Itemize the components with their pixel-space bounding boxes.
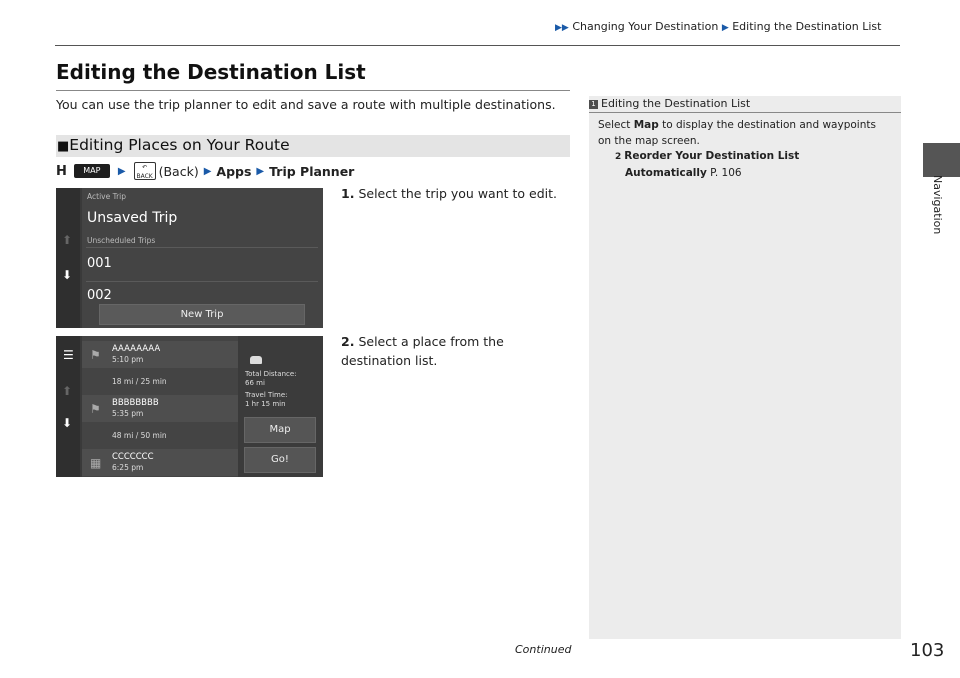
page-title: Editing the Destination List — [56, 60, 366, 84]
go-button[interactable]: Go! — [244, 447, 316, 473]
section-heading-text: Editing Places on Your Route — [69, 136, 290, 154]
cross-reference[interactable] — [615, 148, 799, 181]
destination-item[interactable] — [82, 395, 238, 422]
step-number: 1. — [341, 186, 355, 201]
row-divider — [86, 281, 318, 282]
reference-title: Reorder Your Destination List — [624, 150, 800, 162]
menu-path — [56, 162, 354, 180]
note-text: to display the destination and waypoints — [658, 119, 876, 131]
note-text: on the map screen. — [598, 135, 700, 147]
map-button-icon: MAP — [74, 164, 110, 178]
leg-info — [82, 423, 238, 450]
back-icon-text: BACK — [136, 173, 153, 180]
menu-icon[interactable]: ☰ — [63, 348, 74, 362]
triangle-icon: ▶▶ — [555, 23, 569, 33]
up-arrow-icon: ⬆ — [62, 233, 73, 247]
back-icon: ↶ BACK — [134, 162, 156, 180]
destination-list-screenshot — [56, 336, 323, 477]
car-icon — [250, 356, 262, 364]
map-keyword: Map — [633, 119, 659, 131]
note-box — [589, 96, 901, 639]
reference-title: Automatically — [625, 167, 707, 179]
trip-list — [82, 188, 323, 328]
breadcrumb-item[interactable]: Changing Your Destination — [572, 20, 719, 33]
square-icon: ■ — [57, 139, 70, 154]
down-arrow-icon: ⬇ — [62, 416, 73, 430]
destination-item[interactable] — [82, 449, 238, 476]
trip-item[interactable]: 001 — [87, 256, 112, 271]
map-button[interactable]: Map — [244, 417, 316, 443]
total-distance-label: Total Distance: — [245, 370, 297, 378]
note-body — [598, 117, 896, 149]
triangle-icon: ▶ — [203, 165, 212, 177]
step-text: Select the trip you want to edit. — [358, 186, 557, 201]
total-distance-value: 66 mi — [245, 379, 265, 387]
leg-distance-time: 18 mi / 25 min — [112, 377, 167, 386]
page-number: 103 — [910, 640, 945, 661]
trip-list-screenshot — [56, 188, 323, 328]
triangle-icon: ▶ — [721, 23, 729, 33]
back-label: (Back) — [158, 163, 199, 179]
scroll-rail — [56, 336, 80, 477]
chapter-label: Navigation — [931, 175, 944, 235]
chapter-tab — [923, 143, 960, 177]
checkered-flag-icon: ▦ — [90, 456, 102, 470]
row-divider — [86, 247, 318, 248]
destination-name: AAAAAAAA — [112, 344, 161, 354]
note-title-text: Editing the Destination List — [601, 97, 751, 110]
note-number-icon: 1 — [589, 100, 598, 109]
breadcrumb-item[interactable]: Editing the Destination List — [732, 20, 882, 33]
triangle-icon: ▶ — [256, 165, 265, 177]
note-divider — [589, 112, 901, 113]
apps-label: Apps — [216, 163, 252, 179]
step-number: 2. — [341, 334, 355, 349]
travel-time-label: Travel Time: — [245, 391, 288, 399]
step-text: Select a place from the destination list. — [341, 334, 504, 368]
arrival-time: 5:35 pm — [112, 409, 144, 418]
section-heading — [56, 135, 570, 157]
up-arrow-icon: ⬆ — [62, 384, 73, 398]
header-divider — [55, 45, 900, 46]
continued-label: Continued — [515, 643, 572, 656]
step-1 — [341, 184, 571, 203]
active-trip-item[interactable]: Unsaved Trip — [87, 210, 178, 226]
intro-text: You can use the trip planner to edit and save a route with multiple destinations. — [56, 97, 556, 112]
home-icon: H — [56, 163, 67, 179]
trip-summary-panel — [240, 336, 323, 477]
reference-icon: 2 — [615, 152, 622, 162]
scroll-rail — [56, 188, 80, 328]
title-divider — [56, 90, 570, 91]
down-arrow-icon: ⬇ — [62, 268, 73, 282]
new-trip-button[interactable]: New Trip — [99, 304, 305, 325]
triangle-icon: ▶ — [117, 165, 126, 177]
reference-page: P. 106 — [706, 167, 742, 179]
destination-list — [82, 336, 238, 477]
travel-time-value: 1 hr 15 min — [245, 400, 286, 408]
arrival-time: 6:25 pm — [112, 463, 144, 472]
destination-item[interactable] — [82, 341, 238, 368]
leg-distance-time: 48 mi / 50 min — [112, 431, 167, 440]
trip-item[interactable]: 002 — [87, 288, 112, 303]
unscheduled-label: Unscheduled Trips — [87, 236, 156, 245]
active-trip-label: Active Trip — [87, 192, 126, 201]
breadcrumb — [555, 20, 881, 33]
flag-icon: ⚑ — [90, 348, 101, 362]
flag-icon: ⚑ — [90, 402, 101, 416]
leg-info — [82, 369, 238, 396]
destination-name: CCCCCCC — [112, 452, 154, 462]
trip-planner-label: Trip Planner — [269, 163, 355, 179]
arrival-time: 5:10 pm — [112, 355, 144, 364]
step-2 — [341, 332, 571, 370]
destination-name: BBBBBBBB — [112, 398, 159, 408]
note-title — [589, 97, 901, 110]
note-text: Select — [598, 119, 634, 131]
